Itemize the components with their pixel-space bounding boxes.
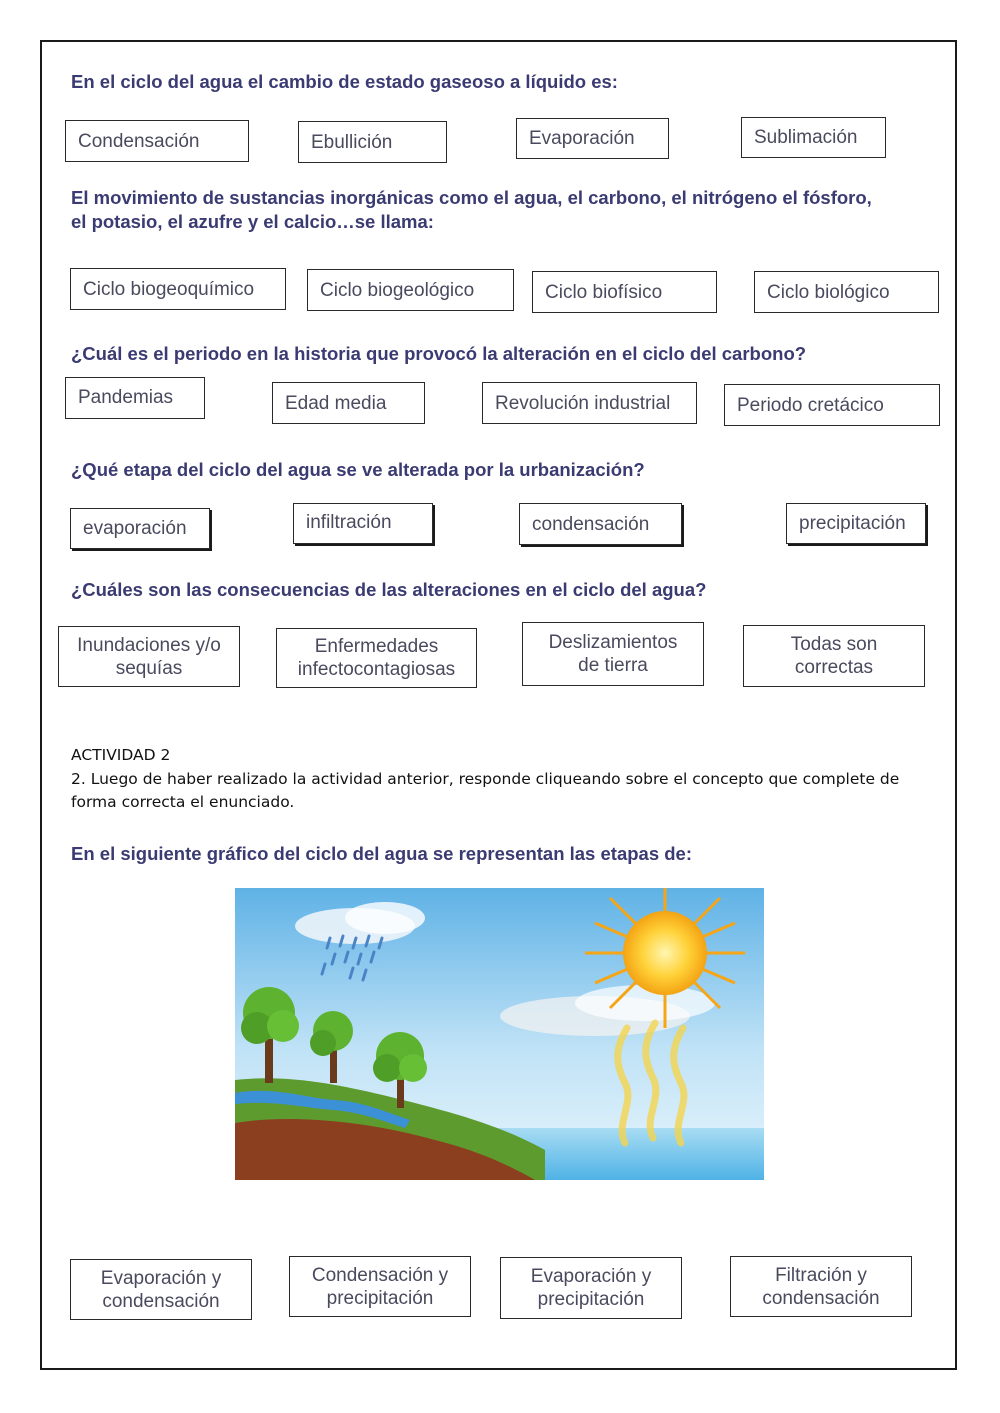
- q3-option-pandemias[interactable]: Pandemias: [65, 377, 205, 419]
- q1-option-condensacion[interactable]: Condensación: [65, 120, 249, 162]
- q4-option-infiltracion[interactable]: infiltración: [293, 503, 433, 544]
- q3-option-periodo-cretacico[interactable]: Periodo cretácico: [724, 384, 940, 426]
- a2-option-evaporacion-precipitacion[interactable]: Evaporación y precipitación: [500, 1257, 682, 1319]
- q2-option-biologico[interactable]: Ciclo biológico: [754, 271, 939, 313]
- q5-option-inundaciones[interactable]: Inundaciones y/o sequías: [58, 626, 240, 687]
- question-3: ¿Cuál es el periodo en la historia que provocó la alteración en el ciclo del carbono?: [71, 343, 807, 364]
- q4-option-condensacion[interactable]: condensación: [519, 503, 682, 545]
- q5-option-enfermedades[interactable]: Enfermedades infectocontagiosas: [276, 628, 477, 688]
- a2-option-condensacion-precipitacion[interactable]: Condensación y precipitación: [289, 1256, 471, 1317]
- q5-option-todas-correctas[interactable]: Todas son correctas: [743, 625, 925, 687]
- question-4: ¿Qué etapa del ciclo del agua se ve alterada por la urbanización?: [71, 459, 645, 480]
- q2-option-biogeoquimico[interactable]: Ciclo biogeoquímico: [70, 268, 286, 310]
- a2-option-filtracion-condensacion[interactable]: Filtración y condensación: [730, 1256, 912, 1317]
- q2-option-biogeologico[interactable]: Ciclo biogeológico: [307, 269, 514, 311]
- question-5: ¿Cuáles son las consecuencias de las alteraciones en el ciclo del agua?: [71, 579, 707, 600]
- activity2-question: En el siguiente gráfico del ciclo del agua se representan las etapas de:: [71, 843, 692, 864]
- activity2-instruction: 2. Luego de haber realizado la actividad anterior, responde cliqueando sobre el concepto que complete de forma correcta el enunciado.: [71, 770, 900, 811]
- q1-option-sublimacion[interactable]: Sublimación: [741, 117, 886, 158]
- q1-option-evaporacion[interactable]: Evaporación: [516, 118, 669, 159]
- water-cycle-illustration: [235, 888, 764, 1180]
- q3-option-revolucion-industrial[interactable]: Revolución industrial: [482, 382, 697, 424]
- activity2-title: ACTIVIDAD 2: [71, 746, 171, 764]
- q4-option-precipitacion[interactable]: precipitación: [786, 503, 926, 544]
- q3-option-edad-media[interactable]: Edad media: [272, 382, 425, 424]
- q1-option-ebullicion[interactable]: Ebullición: [298, 121, 447, 163]
- question-2: El movimiento de sustancias inorgánicas como el agua, el carbono, el nitrógeno el fósforo, el potasio, el azufre y el calcio…se llama:: [71, 187, 872, 232]
- question-1: En el ciclo del agua el cambio de estado gaseoso a líquido es:: [71, 71, 618, 92]
- a2-option-evaporacion-condensacion[interactable]: Evaporación y condensación: [70, 1259, 252, 1320]
- q4-option-evaporacion[interactable]: evaporación: [70, 508, 210, 549]
- q5-option-deslizamientos[interactable]: Deslizamientos de tierra: [522, 622, 704, 686]
- q2-option-biofisico[interactable]: Ciclo biofísico: [532, 271, 717, 313]
